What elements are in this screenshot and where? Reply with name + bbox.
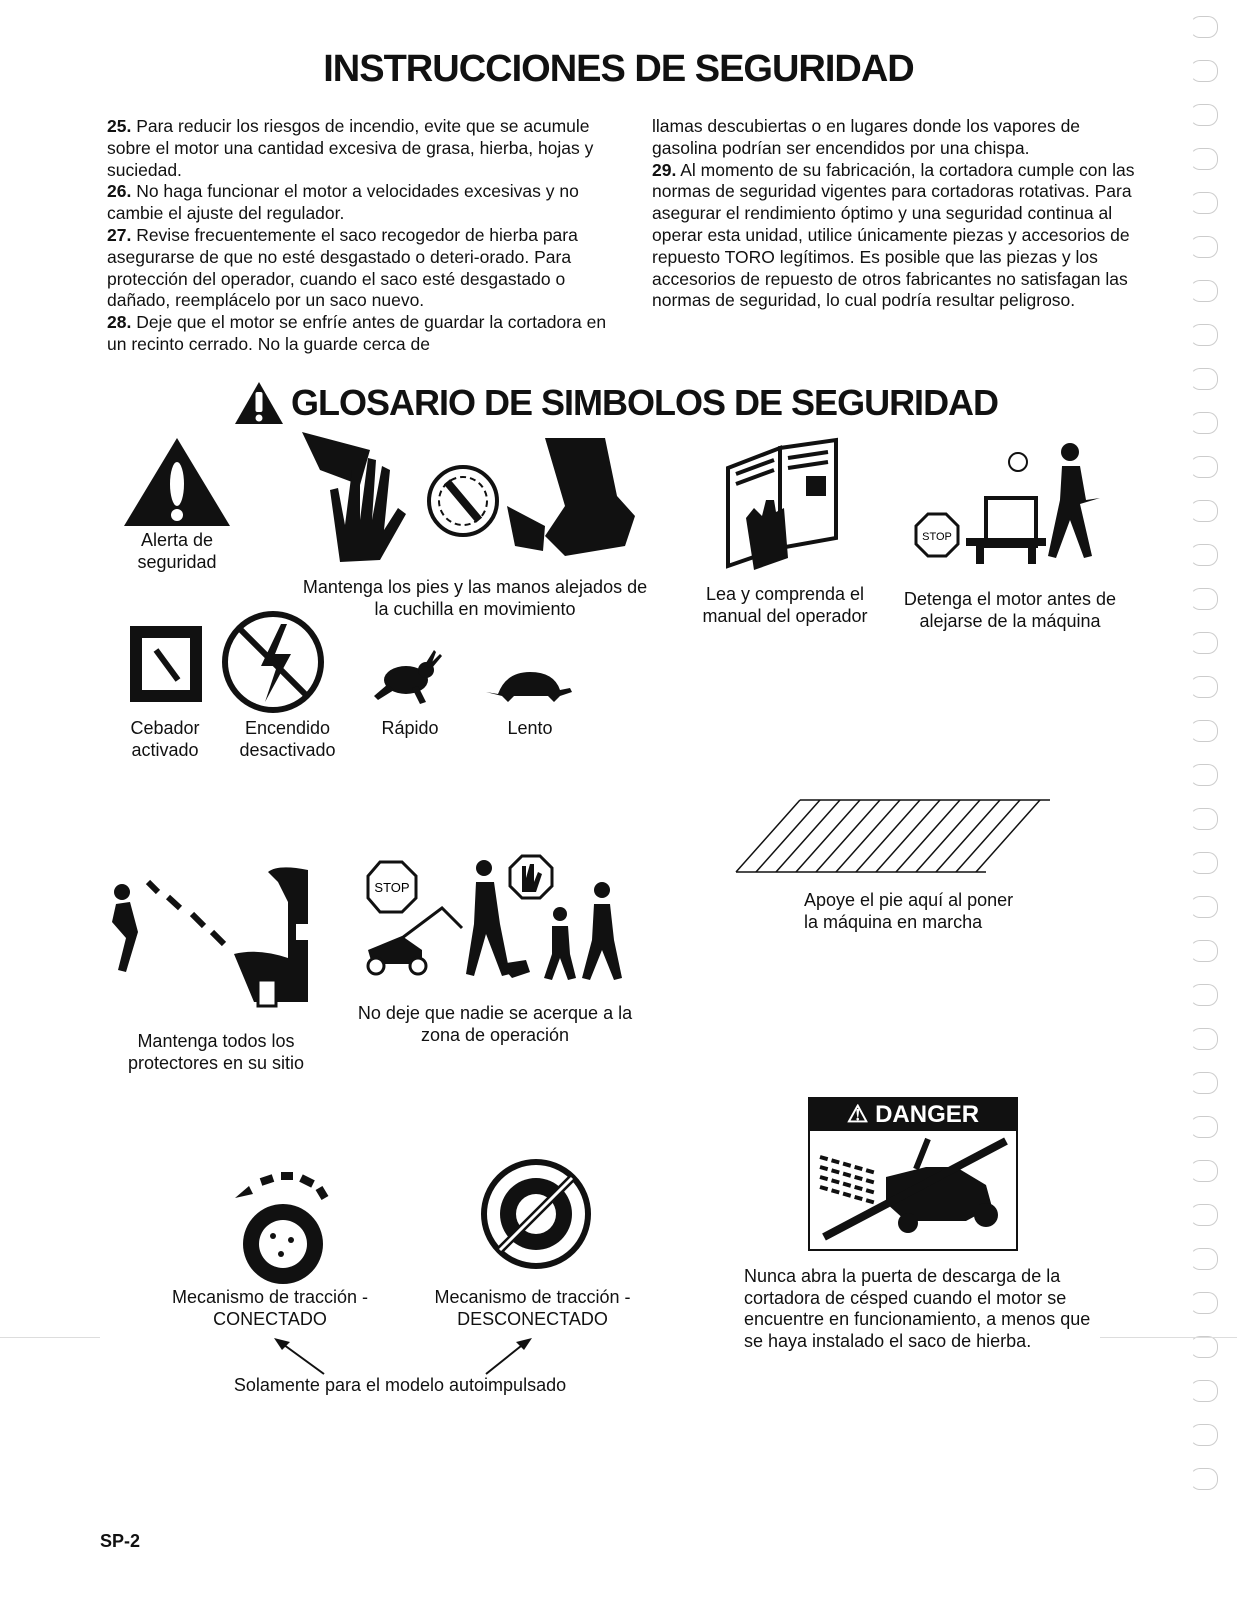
drive-disengaged-icon: [480, 1158, 592, 1270]
instruction-item: [107, 181, 607, 225]
binder-hole: [1190, 148, 1218, 170]
keep-hands-feet-label: Mantenga los pies y las manos alejados de la cuchilla en movimiento: [302, 577, 648, 619]
binder-hole: [1190, 1336, 1218, 1358]
ignition-off-label: Encendido desactivado: [239, 718, 336, 760]
choke-icon: [128, 624, 206, 704]
binder-hole: [1190, 1380, 1218, 1402]
arrow-right-icon: [482, 1336, 534, 1376]
stop-engine-icon: [910, 440, 1110, 570]
binder-hole: [1190, 192, 1218, 214]
binder-hole: [1190, 1072, 1218, 1094]
stop-sign-text: STOP: [374, 880, 410, 895]
binder-hole: [1190, 852, 1218, 874]
safety-alert-label: Alerta de seguridad: [137, 530, 217, 572]
foot-blade-icon: [505, 436, 640, 566]
no-bystanders-label: No deje que nadie se acerque a la zona de operación: [357, 1003, 633, 1045]
rabbit-icon: [372, 648, 442, 706]
glossary-title: [233, 380, 998, 426]
discharge-mower-icon: [816, 1137, 1010, 1241]
binder-hole: [1190, 896, 1218, 918]
choke-label: Cebador activado: [130, 718, 200, 760]
self-propelled-note: Solamente para el modelo autoimpulsado: [233, 1375, 567, 1395]
page-title: INSTRUCCIONES DE SEGURIDAD: [323, 48, 914, 90]
read-manual-label: Lea y comprenda el manual del operador: [702, 584, 868, 626]
binder-hole: [1190, 1028, 1218, 1050]
instruction-text: Deje que el motor se enfríe antes de guardar la cortadora en un recinto cerrado. No la guarde cerca de: [107, 312, 607, 354]
instruction-number: 29.: [652, 159, 677, 180]
stop-sign-text: STOP: [922, 531, 952, 543]
instruction-text: Revise frecuentemente el saco recogedor de hierba para asegurarse de que no esté desgastado o deteri-orado. Para protección del operador, cuando el saco esté desgastado o dañado, reemplácelo por un saco nuevo.: [107, 224, 578, 311]
binder-hole: [1190, 1468, 1218, 1490]
binder-hole: [1190, 500, 1218, 522]
binder-hole: [1190, 324, 1218, 346]
instruction-item: [107, 312, 607, 356]
hand-blade-icon: [300, 430, 425, 570]
guards-label: Mantenga todos los protectores en su sitio: [127, 1031, 305, 1073]
fold-line: [1100, 1337, 1237, 1338]
warning-triangle-icon: [233, 380, 285, 426]
instruction-item: [652, 160, 1142, 313]
binder-hole: [1190, 368, 1218, 390]
fold-line: [0, 1337, 100, 1338]
instruction-number: 27.: [107, 224, 132, 245]
instruction-item: [107, 225, 607, 312]
no-bystanders-icon: [362, 854, 622, 984]
binder-hole: [1190, 764, 1218, 786]
danger-label-text: DANGER: [875, 1101, 980, 1128]
binder-hole: [1190, 632, 1218, 654]
guards-icon: [108, 862, 318, 1012]
binder-hole: [1190, 1204, 1218, 1226]
binder-hole: [1190, 412, 1218, 434]
ignition-off-icon: [221, 610, 325, 714]
warning-triangle-icon: ⚠: [846, 1101, 869, 1128]
binder-hole: [1190, 808, 1218, 830]
fast-label: Rápido: [381, 718, 439, 738]
binder-hole: [1190, 720, 1218, 742]
instructions-right-column: [652, 116, 1142, 312]
binder-hole: [1190, 456, 1218, 478]
manual-book-icon: [718, 438, 846, 572]
drive-engaged-icon: [225, 1170, 335, 1290]
instruction-continuation: llamas descubiertas o en lugares donde los vapores de gasolina podrían ser encendidos por una chispa.: [652, 116, 1081, 158]
binder-hole: [1190, 60, 1218, 82]
foot-rest-label: Apoye el pie aquí al poner la máquina en marcha: [804, 890, 1014, 932]
instruction-number: 25.: [107, 116, 132, 136]
binder-hole: [1190, 16, 1218, 38]
instruction-text: No haga funcionar el motor a velocidades excesivas y no cambie el ajuste del regulador.: [107, 181, 579, 224]
binder-hole: [1190, 236, 1218, 258]
arrow-left-icon: [272, 1336, 328, 1376]
instruction-item: [107, 116, 607, 181]
danger-header: [810, 1099, 1016, 1131]
binder-hole: [1190, 1292, 1218, 1314]
discharge-warning-label: Nunca abra la puerta de descarga de la cortadora de césped cuando el motor se encuentre en funcionamiento, a menos que se haya instalado el saco de hierba.: [744, 1266, 1091, 1351]
turtle-icon: [484, 670, 574, 704]
page-number: SP-2: [100, 1531, 141, 1551]
binder-hole: [1190, 1248, 1218, 1270]
blade-circle-icon: [426, 464, 500, 538]
drive-disengaged-label: Mecanismo de tracción - DESCONECTADO: [434, 1287, 631, 1329]
instructions-left-column: [107, 116, 607, 356]
drive-engaged-label: Mecanismo de tracción - CONECTADO: [171, 1287, 369, 1329]
safety-alert-icon: [122, 436, 232, 528]
binder-hole: [1190, 676, 1218, 698]
glossary-title-text: GLOSARIO DE SIMBOLOS DE SEGURIDAD: [291, 382, 999, 423]
binder-hole: [1190, 588, 1218, 610]
danger-decal: [808, 1097, 1018, 1251]
instruction-text: Al momento de su fabricación, la cortadora cumple con las normas de seguridad vigentes para cortadoras rotativas. Para asegurar el rendimiento óptimo y una seguridad continua al operar esta unidad, utilice únicamente piezas y accesorios de repuesto TORO legítimos. Es posible que las piezas y los accesorios de repuesto de otros fabricantes no satisfagan las normas de seguridad, lo cual podría resultar peligroso.: [652, 159, 1135, 311]
slow-label: Lento: [507, 718, 553, 738]
binder-hole: [1190, 984, 1218, 1006]
binder-hole: [1190, 1160, 1218, 1182]
foot-rest-hatch-icon: [736, 798, 1050, 874]
binder-hole: [1190, 1424, 1218, 1446]
binder-hole: [1190, 104, 1218, 126]
binder-hole: [1190, 1116, 1218, 1138]
binder-hole: [1190, 544, 1218, 566]
stop-engine-label: Detenga el motor antes de alejarse de la máquina: [903, 589, 1117, 631]
instruction-text: Para reducir los riesgos de incendio, evite que se acumule sobre el motor una cantidad excesiva de grasa, hierba, hojas y suciedad.: [107, 116, 594, 180]
instruction-number: 26.: [107, 181, 132, 202]
instruction-number: 28.: [107, 312, 132, 333]
binder-hole: [1190, 940, 1218, 962]
binder-hole: [1190, 280, 1218, 302]
